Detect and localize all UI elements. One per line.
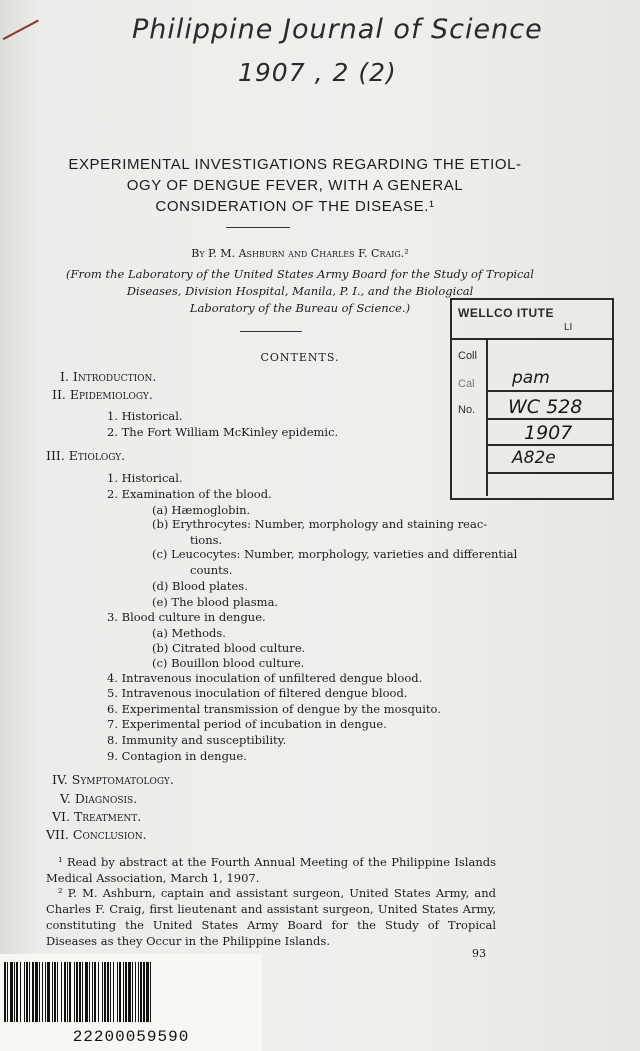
- section-label: Conclusion.: [72, 827, 147, 842]
- contents-item: (b) Citrated blood culture.: [152, 641, 306, 655]
- section-i: [60, 369, 156, 384]
- contents-item: 9. Contagion in dengue.: [107, 749, 247, 763]
- barcode-stripe: [151, 962, 153, 1022]
- contents-item: 2. Examination of the blood.: [107, 487, 272, 501]
- contents-item: 5. Intravenous inoculation of filtered dengue blood.: [107, 686, 408, 700]
- title-line-1: EXPERIMENTAL INVESTIGATIONS REGARDING THE ETIOL-: [68, 156, 522, 173]
- corner-mark: [3, 20, 46, 53]
- handwritten-volume: 1907 , 2 (2): [238, 58, 397, 87]
- stamp-rule: [486, 390, 612, 392]
- contents-item: tions.: [190, 533, 223, 547]
- contents-item: (c) Leucocytes: Number, morphology, varieties and differential: [152, 547, 518, 561]
- article-title: [40, 154, 550, 217]
- section-label: Symptomatology.: [71, 772, 174, 787]
- section-number: VII.: [46, 827, 69, 842]
- stamp-header: WELLCO ITUTE: [458, 306, 554, 320]
- contents-item: 7. Experimental period of incubation in dengue.: [107, 717, 387, 731]
- section-number: IV.: [52, 772, 68, 787]
- stamp-call-label: Cal: [458, 378, 475, 390]
- section-number: V.: [60, 791, 71, 806]
- title-divider: [226, 227, 290, 228]
- affiliation-line-3: Laboratory of the Bureau of Science.): [189, 301, 411, 315]
- section-number: VI.: [52, 809, 70, 824]
- stamp-rule: [486, 444, 612, 446]
- section-vi: [52, 809, 141, 824]
- stamp-coll-label: Coll: [458, 350, 477, 362]
- stamp-rule: [452, 338, 612, 340]
- page-number: 93: [472, 947, 486, 960]
- stamp-no-label: No.: [458, 404, 476, 416]
- stamp-rule: [486, 418, 612, 420]
- section-iii: [46, 448, 125, 463]
- contents-item: 6. Experimental transmission of dengue by the mosquito.: [107, 702, 441, 716]
- stamp-rule: [486, 472, 612, 474]
- section-v: [60, 791, 137, 806]
- section-vii: [46, 827, 147, 842]
- contents-item: 1. Historical.: [107, 409, 183, 423]
- contents-item: 8. Immunity and susceptibility.: [107, 733, 287, 747]
- section-number: II.: [52, 387, 66, 402]
- section-label: Epidemiology.: [69, 387, 153, 402]
- affiliation-line-1: (From the Laboratory of the United States Army Board for the Study of Tropical: [66, 267, 534, 281]
- section-number: I.: [60, 369, 69, 384]
- contents-item: (b) Erythrocytes: Number, morphology and staining reac-: [152, 517, 488, 531]
- stamp-hw-code: A82e: [512, 448, 556, 468]
- stamp-subheader: LI: [564, 322, 573, 333]
- section-label: Introduction.: [72, 369, 157, 384]
- section-label: Etiology.: [68, 448, 126, 463]
- contents-item: 2. The Fort William McKinley epidemic.: [107, 425, 339, 439]
- contents-item: (a) Hæmoglobin.: [152, 503, 251, 517]
- barcode-bars: [4, 962, 258, 1022]
- contents-item: (e) The blood plasma.: [152, 595, 279, 609]
- stamp-hw-year: 1907: [524, 422, 573, 444]
- section-label: Diagnosis.: [74, 791, 138, 806]
- byline: By P. M. Ashburn and Charles F. Craig.²: [191, 247, 409, 260]
- contents-heading: CONTENTS.: [260, 351, 340, 364]
- affiliation-divider: [240, 331, 302, 332]
- contents-item: 4. Intravenous inoculation of unfiltered dengue blood.: [107, 671, 423, 685]
- barcode-number: 22200059590: [72, 1028, 190, 1046]
- contents-item: (a) Methods.: [152, 626, 226, 640]
- barcode-label: [0, 954, 262, 1051]
- library-stamp: [450, 298, 614, 500]
- footnote-1: ¹ Read by abstract at the Fourth Annual Meeting of the Philippine Islands Medical Association, March 1, 1907.: [46, 855, 496, 885]
- section-number: III.: [46, 448, 65, 463]
- section-label: Treatment.: [73, 809, 142, 824]
- contents-item: 3. Blood culture in dengue.: [107, 610, 266, 624]
- contents-item: (d) Blood plates.: [152, 579, 248, 593]
- section-iv: [52, 772, 174, 787]
- stamp-hw-pam: pam: [512, 368, 550, 388]
- footnote-2: ² P. M. Ashburn, captain and assistant surgeon, United States Army, and Charles F. Craig, first lieutenant and assistant surgeon, United States Army, constituting the United States Army Board for the Study of Tropical Diseases as they Occur in the Philippine Islands.: [46, 886, 496, 948]
- affiliation-line-2: Diseases, Division Hospital, Manila, P. I., and the Biological: [126, 284, 474, 298]
- contents-item: counts.: [190, 563, 233, 577]
- title-line-3: CONSIDERATION OF THE DISEASE.¹: [155, 198, 435, 215]
- contents-item: (c) Bouillon blood culture.: [152, 656, 305, 670]
- contents-item: 1. Historical.: [107, 471, 183, 485]
- section-ii: [52, 387, 153, 402]
- title-line-2: OGY OF DENGUE FEVER, WITH A GENERAL: [126, 177, 464, 194]
- stamp-hw-wc: WC 528: [508, 396, 583, 418]
- handwritten-journal-title: Philippine Journal of Science: [132, 14, 543, 45]
